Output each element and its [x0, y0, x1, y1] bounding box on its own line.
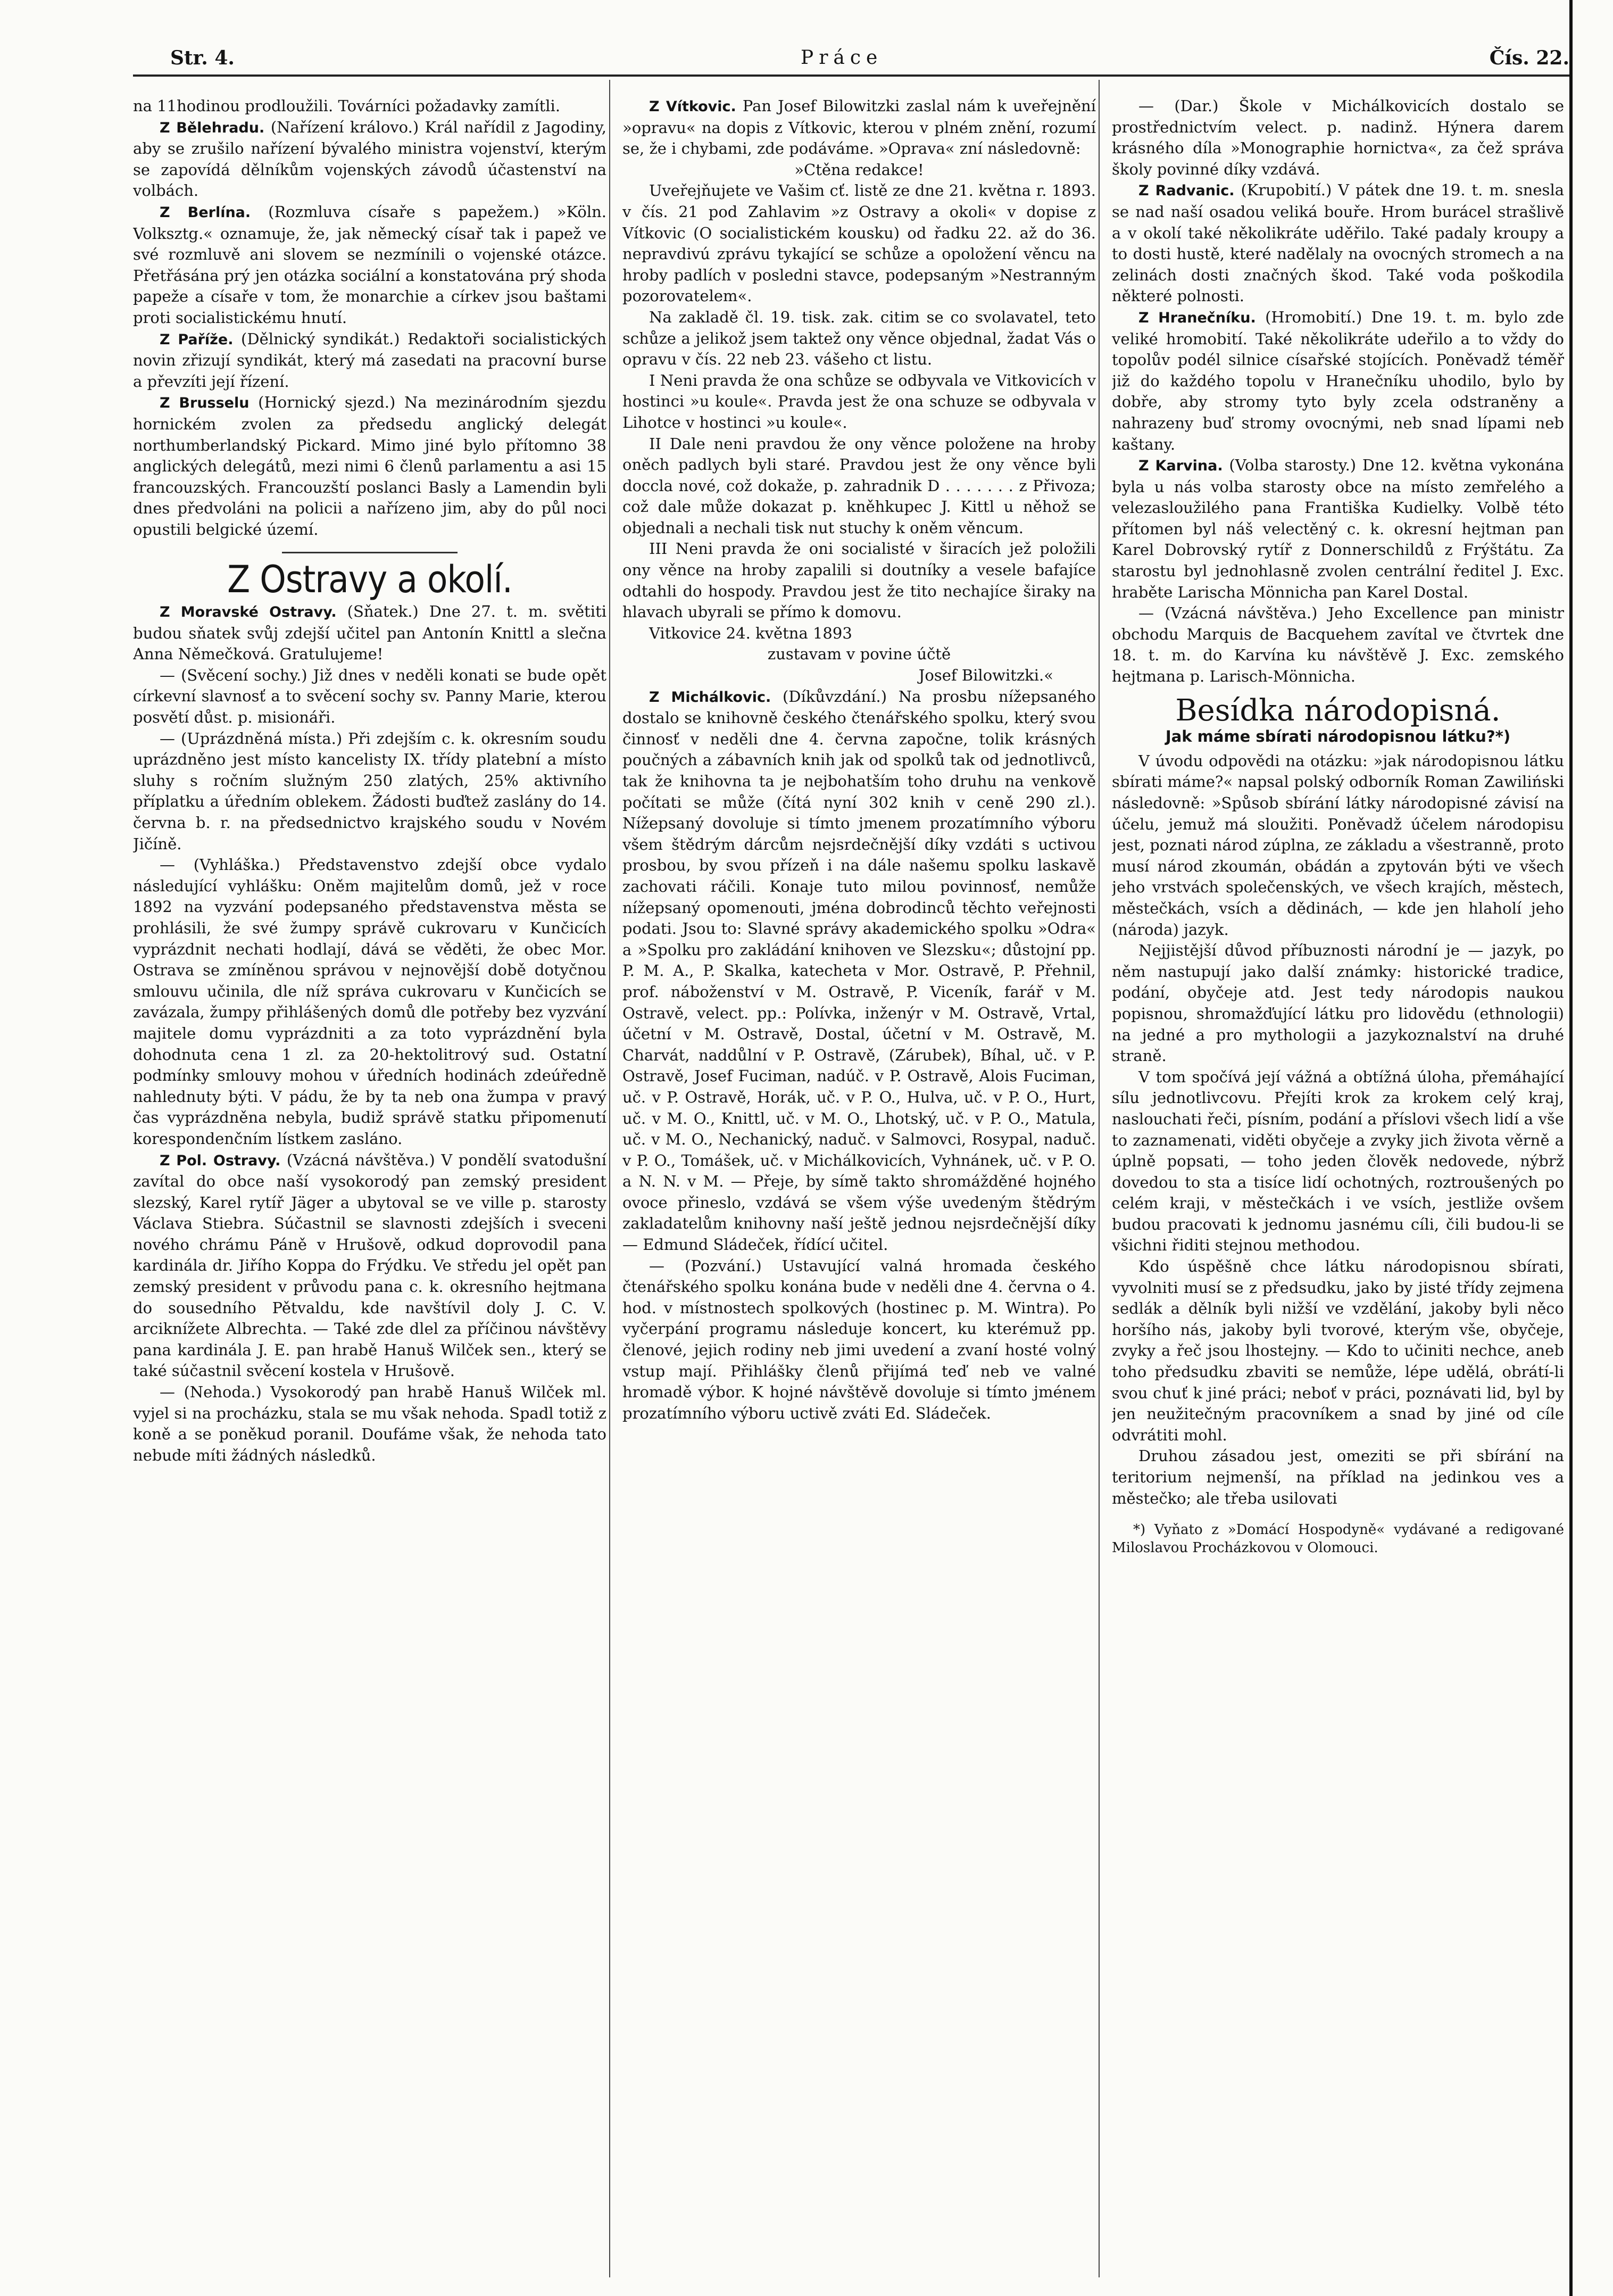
article-paragraph: Druhou zásadou jest, omeziti se při sbírání na teritorium nejmenší, na příklad na jedinkou ves a městečko; ale třeba usilovati — [1112, 1447, 1564, 1507]
page-header — [133, 42, 1569, 73]
letter-closing: zustavam v povine účtě — [767, 645, 951, 664]
article-paragraph: — (Svěcení sochy.) Již dnes v neděli konati se bude opět církevní slavnosť a to svěcení sochy sv. Panny Marie, kterou posvětí důst. p. misionáři. — [133, 666, 606, 727]
column-3 — [1112, 96, 1564, 2272]
article-paragraph: I Neni pravda že ona schůze se odbyvala ve Vitkovicích v hostinci »u koule«. Pravda jest že ona schuze se odbyvala v Lihotce v hostinci »u koule«. — [622, 371, 1096, 432]
article-paragraph: V úvodu odpovědi na otázku: »jak národopisnou látku sbírati máme?« napsal polský odborník Roman Zawiliński následovně: »Spůsob sbírání látky národopisné závisí na účelu, jemuž má sloužiti. Poněvadž účelem národopisu jest, poznati národ zúplna, ze základu a všestranně, proto musí národ zkoumán, obádán a zpytován býti ve všech jeho vrstvách společenských, ve všech krajích, městech, městečkách, vsích a dědinách, — kde jen hlaholí jeho (národa) jazyk. — [1112, 751, 1564, 939]
article-paragraph: — (Vzácná návštěva.) Jeho Excellence pan ministr obchodu Marquis de Bacquehem zavítal ve čtvrtek dne 18. t. m. do Karvína ku návštěvě J. Exc. zemského hejtmana p. Larisch-Mönnicha. — [1112, 604, 1564, 686]
article-text: (Volba starosty.) Dne 12. května vykonána byla u nás volba starosty obce na místo zemřelého a velezasloužilého pana Františka Kudielky. Volbě této přítomen byl náš velectěný c. k. okresní hejtman pan Karel Dobrovský rytíř z Donnerschildů z Frýštátu. Za starostu byl jednohlasně zvolen centrální ředitel J. Exc. hraběte Larischa Mönnicha pan Karel Dostal. — [1112, 456, 1564, 601]
column-divider-2 — [1099, 80, 1100, 2277]
letter-date: Vitkovice 24. května 1893 — [649, 624, 852, 642]
article-heading: Z Berlína. — [160, 204, 251, 221]
article-paragraph: Kdo úspěšně chce látku národopisnou sbírati, vyvolniti musí se z předsudku, jako by jisté třídy zejmena sedlák a dělník byli nižší ve vzdělání, jakoby byli něco horšího nás, jakoby byli tvorové, kterým vše, obyčeje, zvyky a řeč jsou lhostejny. — Kdo to učiniti nechce, aneb toho předsudku zbaviti se nemůže, lépe udělá, obrátí-li svou chuť k jiné práci; neboť v práci, poznávati lid, byl by jen neužitečným pracovníkem a snad by jiné od cíle odvrátiti mohl. — [1112, 1257, 1564, 1444]
column-2 — [622, 96, 1096, 2272]
issue-number: Čís. 22. — [1489, 47, 1569, 69]
article-paragraph: Na zakladě čl. 19. tisk. zak. citim se co svolavatel, teto schůze a jelikož jsem taktež ony věnce objednal, žadat Vás o opravu v čís. 22 neb 23. vášeho ct listu. — [622, 308, 1096, 369]
article-heading: Z Radvanic. — [1138, 183, 1235, 200]
article-text: (Hornický sjezd.) Na mezinárodním sjezdu hornickém zvolen za předsedu anglický delegát northumberlandský Pickard. Mimo jiné bylo přítomno 38 anglických delegátů, mezi nimi 6 členů parlamentu a asi 15 francouzských. Francouzští poslanci Basly a Lamendin byli dnes předvoláni na policii a nařízeno jim, aby do půl noci opustili belgické území. — [133, 393, 606, 538]
letter-salutation: »Ctěna redakce! — [794, 160, 924, 179]
page-edge — [1569, 0, 1573, 2296]
article-text: (Díkůvzdání.) Na prosbu nížepsaného dostalo se knihovně českého čtenářského spolku, který svou činnosť v neděli dne 4. června započne, tolik krásných poučných a zábavních knih jak od spolků tak od jednotlivců, tak že knihovna ta je nejbohatším toho druhu na venkově počítati se může (čítá nyní 302 knih v ceně 290 zl.). Nížepsaný dovoluje si tímto jmenem prozatímního výboru všem štědrým dárcům nejsrdečnější díky vzdáti s uctivou prosbou, by svou přízeň i na dále našemu spolku laskavě zachovati ráčili. Konaje tuto milou povinnosť, nemůže nížepsaný opomenouti, jména dobrodinců těchto veřejnosti podati. Jsou to: Slavné správy akademického spolku »Odra« a »Spolku pro zakládání knihoven ve Slezsku«; důstojní pp. P. M. A., P. Skalka, katecheta v Mor. Ostravě, P. Přehnil, prof. náboženství v M. Ostravě, P. Viceník, farář v M. Ostravě, velect. pp.: Polívka, inženýr v M. Ostravě, Vrtal, účetní v M. Ostravě, Dostal, účetní v M. Ostravě, M. Charvát, naddůlní v P. Ostravě, (Zárubek), Bíhal, uč. v P. Ostravě, Josef Fuciman, nadúč. v P. Ostravě, Alois Fuciman, uč. v P. Ostravě, Horák, uč. v P. O., Hulva, uč. v P. O., Hurt, uč. v M. O., Knittl, uč. v M. O., Lhotský, uč. v P. O., Matula, uč. v M. O., Nechanický, naduč. v Salmovci, Rosypal, naduč. v P. O., Tomášek, uč. v Michálkovicích, Vyhnánek, uč. v P. O. a N. N. v M. — Přeje, by símě takto shromážděné hojného ovoce přineslo, vzdává se všem výše uvedeným štědrým zakladatelům knihovny naší ještě jednou nejsrdečnější díky — Edmund Sládeček, řídící učitel. — [622, 687, 1096, 1254]
article-paragraph — [133, 1150, 606, 1382]
article-paragraph: — (Pozvání.) Ustavující valná hromada českého čtenářského spolku konána bude v neděli dne 4. června o 4. hod. v místnostech spolkových (hostinec p. M. Wintra). Po vyčerpání programu následuje koncert, ku kterémuž pp. členové, jejich rodiny neb jimi uvedení a zvaní hosté volný vstup mají. Přihlášky členů přijímá teď neb ve valné hromadě výbor. K hojné návštěvě dovoluje si tímto jménem prozatímního výboru uctivě zváti Ed. Sládeček. — [622, 1256, 1096, 1422]
article-paragraph — [1112, 455, 1564, 603]
besidka-subtitle: Jak máme sbírati národopisnou látku?*) — [1165, 727, 1511, 746]
article-text: (Vzácná návštěva.) V pondělí svatodušní zavítal do obce naší vysokorodý pan zemský president slezský, Karel rytíř Jäger a ubytoval se ve ville p. starosty Václava Stiebra. Súčastnil se slavnosti zdejších i sveceni nového chrámu Páně v Hrušově, odkud doprovodil pana kardinála dr. Jiřího Koppa do Frýdku. Ve středu jel opět pan zemský president v průvodu pana c. k. okresního hejtmana do sousedního Pětvaldu, kde navštívil doly J. C. V. arciknížete Albrechta. — Také zde dlel za příčinou návštěvy pana kardinála J. E. pan hrabě Hanuš Wilček sen., který se také súčastnil svěcení kostela v Hrušově. — [133, 1150, 606, 1380]
article-paragraph: — (Dar.) Škole v Michálkovicích dostalo se prostřednictvím velect. p. nadinž. Hýnera darem krásného díla »Monographie hornictva«, za čež správa školy povinné díky vzdává. — [1112, 97, 1564, 178]
article-heading: Z Brusselu — [160, 395, 250, 412]
article-paragraph — [133, 392, 606, 540]
article-paragraph: — (Nehoda.) Vysokorodý pan hrabě Hanuš Wilček ml. vyjel si na procházku, stala se mu však nehoda. Spadl totiž z koně a se poněkud poranil. Doufáme však, že nehoda tato nebude míti žádných následků. — [133, 1383, 606, 1464]
article-heading: Z Hranečníku. — [1138, 309, 1256, 326]
article-paragraph — [133, 329, 606, 393]
article-heading: Z Bělehradu. — [160, 119, 265, 136]
header-rule — [133, 74, 1569, 77]
article-paragraph: na 11hodinou prodloužili. Továrníci požadavky zamítli. — [133, 97, 561, 115]
column-1 — [133, 96, 606, 2272]
page-number: Str. 4. — [170, 47, 235, 69]
article-heading: Z Michálkovic. — [649, 689, 771, 706]
article-heading: Z Vítkovic. — [649, 98, 736, 115]
article-heading: Z Pol. Ostravy. — [160, 1152, 281, 1169]
column-divider-1 — [609, 80, 610, 2277]
article-paragraph: — (Vyhláška.) Představenstvo zdejší obce vydalo následující vyhlášku: Oněm majitelům domů, jež v roce 1892 na vyzvání podepsaného představenstva města se prohlásili, že své žumpy správě cukrovaru v Kunčicích vyprázdnit nechati hodlají, dává se věděti, že obec Mor. Ostrava se zmíněnou správou v nejnovější době dotyčnou smlouvu učinila, dle níž správa cukrovaru v Kunčicích se zavázala, žumpy přihlášených domů dle potřeby bez vyzvání majitele domu vyprázdniti a za toto vyprázdnění byla dohodnuta cena 1 zl. za 20-hektolitrový sud. Ostatní podmínky smlouvy mohou v úředních hodinách zdeúředně nahlednuty býti. V pádu, že by ta neb ona žumpa v pravý čas vyprázdněna nebyla, budiž správě statku připomenutí korespondenčním lístkem zasláno. — [133, 856, 606, 1148]
section-separator — [282, 552, 458, 553]
article-text: Pan Josef Bilowitzki zaslal nám k uveřejnění »opravu« na dopis z Vítkovic, kterou v plném znění, rozumí se, že i chybami, zde podáváme. »Oprava« zní následovně: — [622, 97, 1096, 158]
article-text: (Hromobití.) Dne 19. t. m. bylo zde veliké hromobití. Také několikráte udeřilo a to vždy do topolův podél silnice císařské stojících. Poněvadž téměř již do každého topolu v Hranečníku uhodilo, bylo by dobře, aby stromy tyto byly zcela odstraněny a nahrazeny buď stromy ovocnými, neb snad lípami neb kaštany. — [1112, 308, 1564, 453]
article-heading: Z Moravské Ostravy. — [160, 604, 337, 621]
letter-signature: Josef Bilowitzki.« — [918, 666, 1053, 685]
article-paragraph — [622, 96, 1096, 160]
article-paragraph: II Dale neni pravdou že ony věnce položene na hroby oněch padlych byli staré. Pravdou jest že ony věnce byli doccla nové, což dokaže, p. zahradnik D . . . . . . . z Přivoza; což dale může dokazat p. kněhkupec J. Kittl u něhož se objednali a nechali tisk nut stuchy k oněm věncum. — [622, 434, 1096, 537]
article-text: (Krupobití.) V pátek dne 19. t. m. snesla se nad naší osadou veliká bouře. Hrom burácel strašlivě a v okolí také několikráte uděřilo. Také padaly kroupy a to dosti hustě, které nadělaly na ovocných stromech a na zelinách dosti značných škod. Také voda poškodila některé polnosti. — [1112, 181, 1564, 305]
article-paragraph — [133, 117, 606, 202]
article-paragraph — [1112, 180, 1564, 307]
article-paragraph: III Neni pravda že oni socialisté v širacích jež položili ony věnce na hroby zapalili si doutníky a vesele bafajíce odtahli do hospody. Pravdou jest že tito nechajíce širaky na hlavach ubyrali se přímo k domovu. — [622, 540, 1096, 621]
article-text: (Nařízení královo.) Král nařídil z Jagodiny, aby se zrušilo nařízení bývalého ministra vojenství, kterým se zapovídá dělníkům vojenských závodů účastenství na volbách. — [133, 118, 606, 200]
article-heading: Z Paříže. — [160, 331, 234, 348]
footnote: *) Vyňato z »Domácí Hospodyně« vydávané a redigované Miloslavou Procházkovou v Olomouci. — [1112, 1522, 1564, 1556]
article-paragraph — [622, 686, 1096, 1256]
newspaper-title: Práce — [801, 47, 883, 69]
article-paragraph — [1112, 307, 1564, 455]
article-paragraph: Uveřejňujete ve Vašim cť. listě ze dne 21. května r. 1893. v čís. 21 pod Zahlavim »z Ostravy a okoli« v dopise z Vítkovic (O socialistickém kousku) od řadku 22. až do 36. nepravdivú zprávu tykající se schůze a opoložení věncu na hroby padlích v posledni stavce, podepsaným »Nestranným pozorovatelem«. — [622, 181, 1096, 305]
article-text: (Sňatek.) Dne 27. t. m. světiti budou sňatek svůj zdejší učitel pan Antonín Knittl a slečna Anna Němečková. Gratulujeme! — [133, 602, 606, 664]
article-paragraph: — (Uprázdněná místa.) Při zdejším c. k. okresním soudu uprázdněno jest místo kancelisty IX. třídy platební a místo sluhy s ročním služným 250 zlatých, 25% aktivního příplatku a úředním oblekem. Žádosti buďtež zaslány do 14. června b. r. na předsednictvo krajského soudu v Novém Jičíně. — [133, 729, 606, 853]
article-paragraph: V tom spočívá její vážná a obtížná úloha, přemáhající sílu jednotlivcovu. Přejíti krok za krokem celý kraj, naslouchati řeči, písním, podání a příslovi všech lidí a vše to zaznamenati, viděti obyčeje a zvyky jich života věrně a úplně popsati, — toho jeden člověk nedovede, nýbrž dovedou to sta a tisíce lidí ochotných, roztroušených po celém kraji, v městečkách i ve vsích, jestliže ovšem budou pracovati k jednomu jasnému cíli, čili budou-li se všichni řiditi stejnou methodou. — [1112, 1067, 1564, 1255]
article-paragraph — [133, 601, 606, 665]
article-text: (Dělnický syndikát.) Redaktoři socialistických novin zřizují syndikát, který má zasedati na pracovní burse a převzíti její řízení. — [133, 329, 606, 391]
article-text: (Rozmluva císaře s papežem.) »Köln. Volksztg.« oznamuje, že, jak německý císař tak i papež ve své rozmluvě ani slovem se nezmínili o vojenské otázce. Přetřásána prý jen otázka sociální a konstatována prý shoda papeže a císaře v tom, že monarchie a církev jsou baštami proti socialistickému hnutí. — [133, 202, 606, 327]
article-heading: Z Karvina. — [1138, 458, 1223, 475]
section-title: Z Ostravy a okolí. — [227, 558, 512, 602]
article-paragraph: Nejjistější důvod příbuznosti národní je — jazyk, po něm nastupují jako další známky: historické tradice, podání, obyčeje atd. Jest tedy národopis naukou popisnou, shromažďující látku pro lidovědu (ethnologii) na jedné a pro mythologii a jazykoznalství na druhé straně. — [1112, 941, 1564, 1065]
besidka-title: Besídka národopisná. — [1175, 693, 1501, 728]
article-paragraph — [133, 202, 606, 329]
